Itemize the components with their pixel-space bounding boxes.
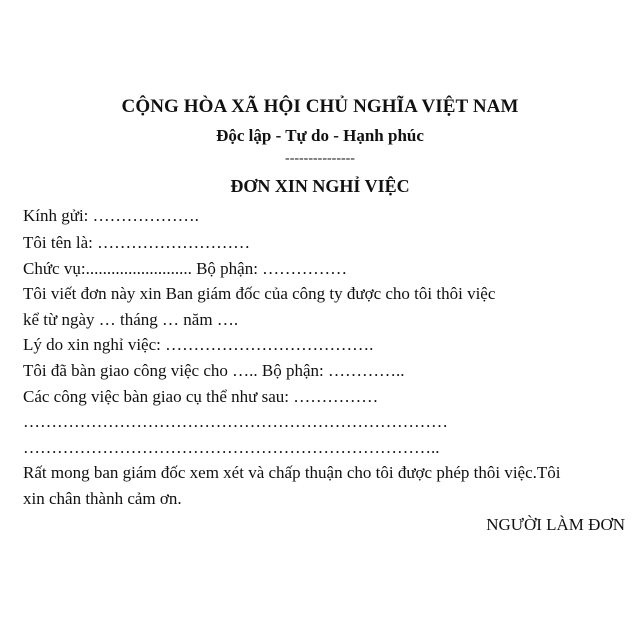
- effective-date-line: kể từ ngày … tháng … năm ….: [23, 310, 239, 329]
- name-line: Tôi tên là: ………………………: [23, 233, 251, 252]
- request-line: Tôi viết đơn này xin Ban giám đốc của công ty được cho tôi thôi việc: [23, 284, 496, 303]
- closing-request-line: Rất mong ban giám đốc xem xét và chấp thuận cho tôi được phép thôi việc.Tôi: [23, 463, 561, 482]
- recipient-line: Kính gửi: ……………….: [23, 206, 199, 225]
- header-divider: ---------------: [285, 151, 355, 166]
- blank-line: …………………………………………………………………: [23, 412, 448, 431]
- position-department-line: Chức vụ:......................... Bộ phận: ……………: [23, 259, 348, 278]
- national-title: CỘNG HÒA XÃ HỘI CHỦ NGHĨA VIỆT NAM: [121, 96, 519, 117]
- thanks-line: xin chân thành cảm ơn.: [23, 489, 182, 508]
- national-motto: Độc lập - Tự do - Hạnh phúc: [216, 126, 424, 145]
- handover-line: Tôi đã bàn giao công việc cho ….. Bộ phận: …………..: [23, 361, 405, 380]
- signer-label: NGƯỜI LÀM ĐƠN: [486, 515, 625, 534]
- blank-line: ………………………………………………………………..: [23, 438, 440, 457]
- handover-details-line: Các công việc bàn giao cụ thể như sau: ……………: [23, 387, 379, 406]
- document-title: ĐƠN XIN NGHỈ VIỆC: [230, 176, 410, 196]
- reason-line: Lý do xin nghỉ việc: ……………………………….: [23, 335, 374, 354]
